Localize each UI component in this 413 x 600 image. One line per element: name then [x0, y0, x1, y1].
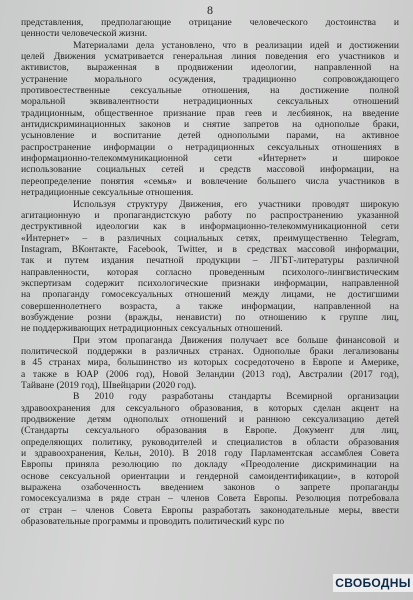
text-line: Используя структуру Движения, его участники проводят широкую: [73, 198, 399, 210]
text-line: (Стандарты сексуального образования в Европе. Документ для лиц,: [21, 425, 399, 437]
text-line: устранение морального осуждения, традиционно сопровождающего: [21, 73, 399, 85]
text-line: При этом пропаганда Движения получает все больше финансовой и: [73, 334, 399, 346]
text-line: традиционным, общественное признание прав геев и лесбиянок, на введение: [21, 107, 399, 119]
text-line: распространение информации о нетрадиционных сексуальных отношениях в: [21, 141, 399, 153]
text-line: использование социальных сетей и средств массовой информации, на: [21, 164, 399, 176]
text-line: Материалами дела установлено, что в реализации идей и достижении: [73, 39, 399, 51]
text-line: здравоохранения для сексуального образования, в которых сделан акцент на: [21, 402, 399, 414]
text-line: В 2010 году разработаны стандарты Всемирной организации: [73, 391, 399, 403]
text-line: противоестественные сексуальные отношения, на достижение полной: [21, 85, 399, 97]
text-line: усыновление и воспитание детей однополыми парами, на активное: [21, 130, 399, 142]
text-line: информационно-телекоммуникационной сети «Интернет» и широкое: [21, 153, 399, 165]
document-body: [21, 17, 399, 527]
text-line: Тайване (2019 год), Швейцарии (2020 год).: [21, 380, 197, 391]
text-line: политической поддержки в различных странах. Однополые браки легализованы: [21, 345, 399, 357]
text-line: от стран – членов Совета Европы разработать законодательные меры, ввести: [21, 504, 399, 516]
text-line: не поддерживающих нетрадиционных сексуальных отношений.: [21, 323, 283, 335]
text-line: выражена озабоченность введением законов о запрете пропаганды: [21, 482, 399, 494]
text-line: агитационную и пропагандистскую работу по распространению указанной: [21, 209, 399, 221]
text-line: нетрадиционные сексуальные отношения.: [21, 187, 194, 199]
paragraph: [21, 391, 399, 527]
text-line: гомосексуализма в ряде стран – членов Совета Европы. Резолюция потребовала: [21, 493, 399, 505]
text-line: образовательные программы и проводить политический курс по: [21, 516, 285, 528]
text-line: представления, предполагающие отрицание человеческого достоинства и: [21, 17, 399, 28]
text-line: целей Движения усматривается генеральная линия поведения его участников и: [21, 51, 399, 63]
text-line: основе сексуальной ориентации и гендерной самоидентификации», в которой: [21, 470, 399, 482]
text-line: а также в ЮАР (2006 год), Новой Зеландии (2013 год), Австралии (2017 год),: [21, 368, 399, 380]
text-line: и здравоохранения, Кельн, 2010). В 2018 году Парламентская ассамблея Совета: [21, 448, 399, 460]
text-line: «Интернет» – в различных социальных сетях, преимущественно Telegram,: [21, 232, 399, 244]
paragraph: [21, 40, 399, 199]
text-line: возбуждение розни (вражды, ненависти) по отношению к группе лиц,: [21, 311, 399, 323]
text-line: Европы приняла резолюцию по докладу «Преодоление дискриминации на: [21, 459, 399, 471]
text-line: совершеннолетнего возраста, а также информации, направленной на: [21, 300, 399, 312]
text-line: в 45 странах мира, большинство из которых сосредоточено в Европе и Америке,: [21, 357, 399, 369]
text-line: антидискриминационных законов и снятие запретов на однополые браки,: [21, 119, 399, 131]
text-line: моральной эквивалентности нетрадиционных сексуальных отношений: [21, 96, 399, 108]
text-line: переопределение понятия «семья» и вовлечение большего числа участников в: [21, 175, 399, 187]
paragraph: [21, 199, 399, 335]
text-line: ценности человеческой жизни.: [21, 28, 148, 40]
text-line: направленности, которая согласно проведенным психолого-лингвистическим: [21, 266, 399, 278]
text-line: экспертизам содержит психологические признаки информации, направленной: [21, 277, 399, 289]
paragraph: [21, 17, 399, 40]
text-line: активистов, выраженная в продвижении идеологии, направленной на: [21, 62, 399, 74]
watermark-logo: СВОБОДНЫ: [333, 574, 413, 592]
page-number: 8: [207, 3, 213, 17]
text-line: деструктивной идеологии как в информационно-телекоммуникационной сети: [21, 221, 399, 233]
text-line: так и путем издания печатной продукции – ЛГБТ-литературы различной: [21, 255, 399, 267]
text-line: на пропаганду гомосексуальных отношений между лицами, не достигшими: [21, 289, 399, 301]
text-line: Instagram, ВКонтакте, Facebook, Twitter, и в средствах массовой информации,: [21, 243, 399, 255]
paragraph: [21, 335, 399, 392]
text-line: продвижение детям однополых отношений и раннюю сексуализацию детей: [21, 414, 399, 426]
text-line: определяющих политику, руководителей и специалистов в области образования: [21, 436, 399, 448]
